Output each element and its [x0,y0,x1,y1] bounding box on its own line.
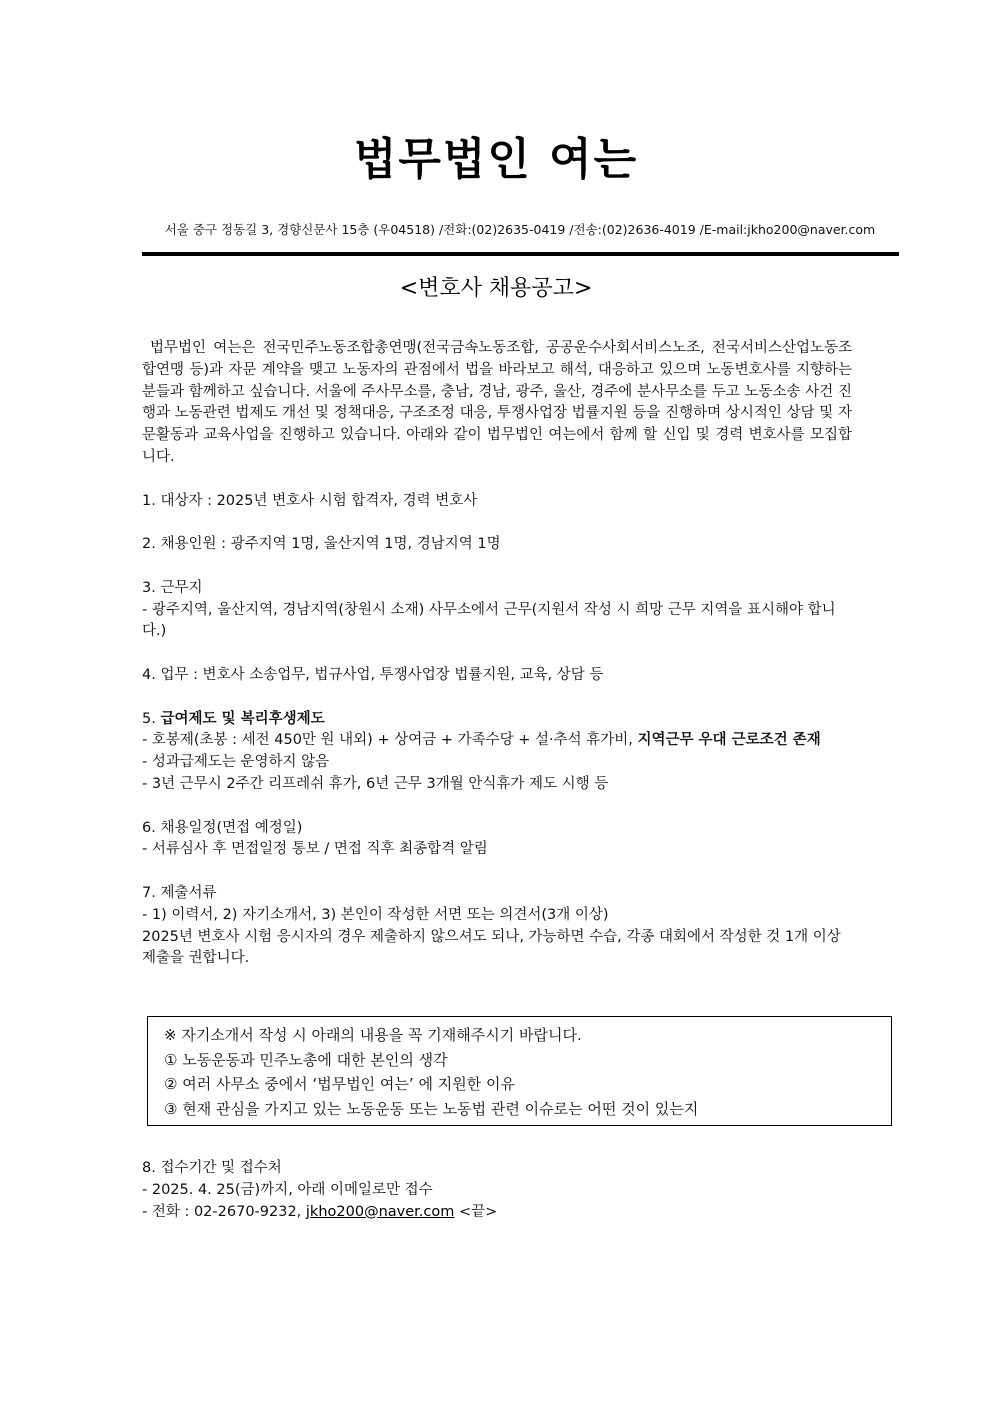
section-workplace [142,578,852,643]
section-documents-heading: 7. 제출서류 [142,884,217,901]
contact-phone: - 전화 : 02-2670-9232, [142,1203,306,1220]
section-documents-note: 2025년 변호사 시험 응시자의 경우 제출하지 않으셔도 되나, 가능하면 수습, 각종 대회에서 작성한 것 1개 이상 제출을 권합니다. [142,928,841,967]
note-box-instruction: ※ 자기소개서 작성 시 아래의 내용을 꼭 기재해주시기 바랍니다. [164,1026,582,1044]
contact-email-link[interactable]: jkho200@naver.com [305,1203,455,1220]
intro-paragraph: 법무법인 여는은 전국민주노동조합총연맹(전국금속노동조합, 공공운수사회서비스노조, 전국서비스산업노동조합연맹 등)과 자문 계약을 맺고 노동자의 관점에서 법을 바라보고 해석, 대응하고 있으며 노동변호사를 지향하는 분들과 함께하고 싶습니다. 서울에 주사무소를, 충남, 경남, 광주, 울산, 경주에 분사무소를 두고 노동소송 사건 진행과 노동관련 법제도 개선 및 정책대응, 구조조정 대응, 투쟁사업장 법률지원 등을 진행하며 상시적인 상담 및 자문활동과 교육사업을 진행하고 있습니다. 아래와 같이 법무법인 여는에서 함께 할 신입 및 경력 변호사를 모집합니다. [142,340,852,465]
self-introduction-note-box [147,1016,892,1126]
notice-title: <변호사 채용공고> [399,276,593,301]
regional-preference-note: 지역근무 우대 근로조건 존재 [637,732,821,749]
section-schedule-heading: 6. 채용일정(면접 예정일) [142,819,303,836]
section-benefits [142,709,852,796]
section-submission-heading: 8. 접수기간 및 접수처 [142,1160,282,1176]
note-box-item-1: ① 노동운동과 민주노총에 대한 본인의 생각 [164,1050,448,1069]
leave-policy-line: - 3년 근무시 2주간 리프레쉬 휴가, 6년 근무 3개월 안식휴가 제도 시행 등 [142,775,609,792]
firm-name-heading: 법무법인 여는 [353,134,639,185]
section-workplace-heading: 3. 근무지 [142,579,203,596]
section-documents [142,883,852,970]
salary-line [142,730,852,752]
section-workplace-line: - 광주지역, 울산지역, 경남지역(창원시 소재) 사무소에서 근무(지원서 작성 시 희망 근무 지역을 표시해야 합니다.) [142,601,836,640]
section-headcount [142,534,852,556]
contact-line [142,1202,852,1224]
section-duties [142,665,852,687]
section-duties-text: 4. 업무 : 변호사 소송업무, 법규사업, 투쟁사업장 법률지원, 교육, 상담 등 [142,666,604,683]
firm-address-line: 서울 중구 정동길 3, 경향신문사 15층 (우04518) /전화:(02)2635-0419 /전송:(02)2636-4019 /E-mail:jkho200@naver.com [164,222,876,237]
notice-body [142,338,852,970]
section-benefits-number: 5. [142,710,161,727]
section-target-text: 1. 대상자 : 2025년 변호사 시험 합격자, 경력 변호사 [142,492,478,509]
section-schedule [142,818,852,862]
section-submission-deadline: - 2025. 4. 25(금)까지, 아래 이메일로만 접수 [142,1181,433,1198]
section-schedule-line: - 서류심사 후 면접일정 통보 / 면접 직후 최종합격 알림 [142,841,488,858]
note-box-item-3: ③ 현재 관심을 가지고 있는 노동운동 또는 노동법 관련 이슈로는 어떤 것이 있는지 [164,1099,699,1118]
salary-details: - 호봉제(초봉 : 세전 450만 원 내외) + 상여금 + 가족수당 + 설·추석 휴가비, [142,732,638,749]
section-headcount-text: 2. 채용인원 : 광주지역 1명, 울산지역 1명, 경남지역 1명 [142,536,501,553]
performance-pay-line: - 성과급제도는 운영하지 않음 [142,754,330,771]
section-benefits-title: 급여제도 및 복리후생제도 [160,710,325,727]
section-target [142,491,852,513]
section-benefits-heading [142,709,852,731]
end-marker: <끝> [454,1203,498,1220]
note-box-item-2: ② 여러 사무소 중에서 ‘법무법인 여는’ 에 지원한 이유 [164,1075,515,1093]
section-documents-line: - 1) 이력서, 2) 자기소개서, 3) 본인이 작성한 서면 또는 의견서(3개 이상) [142,906,609,923]
section-submission [142,1158,852,1223]
header-divider [142,252,899,256]
